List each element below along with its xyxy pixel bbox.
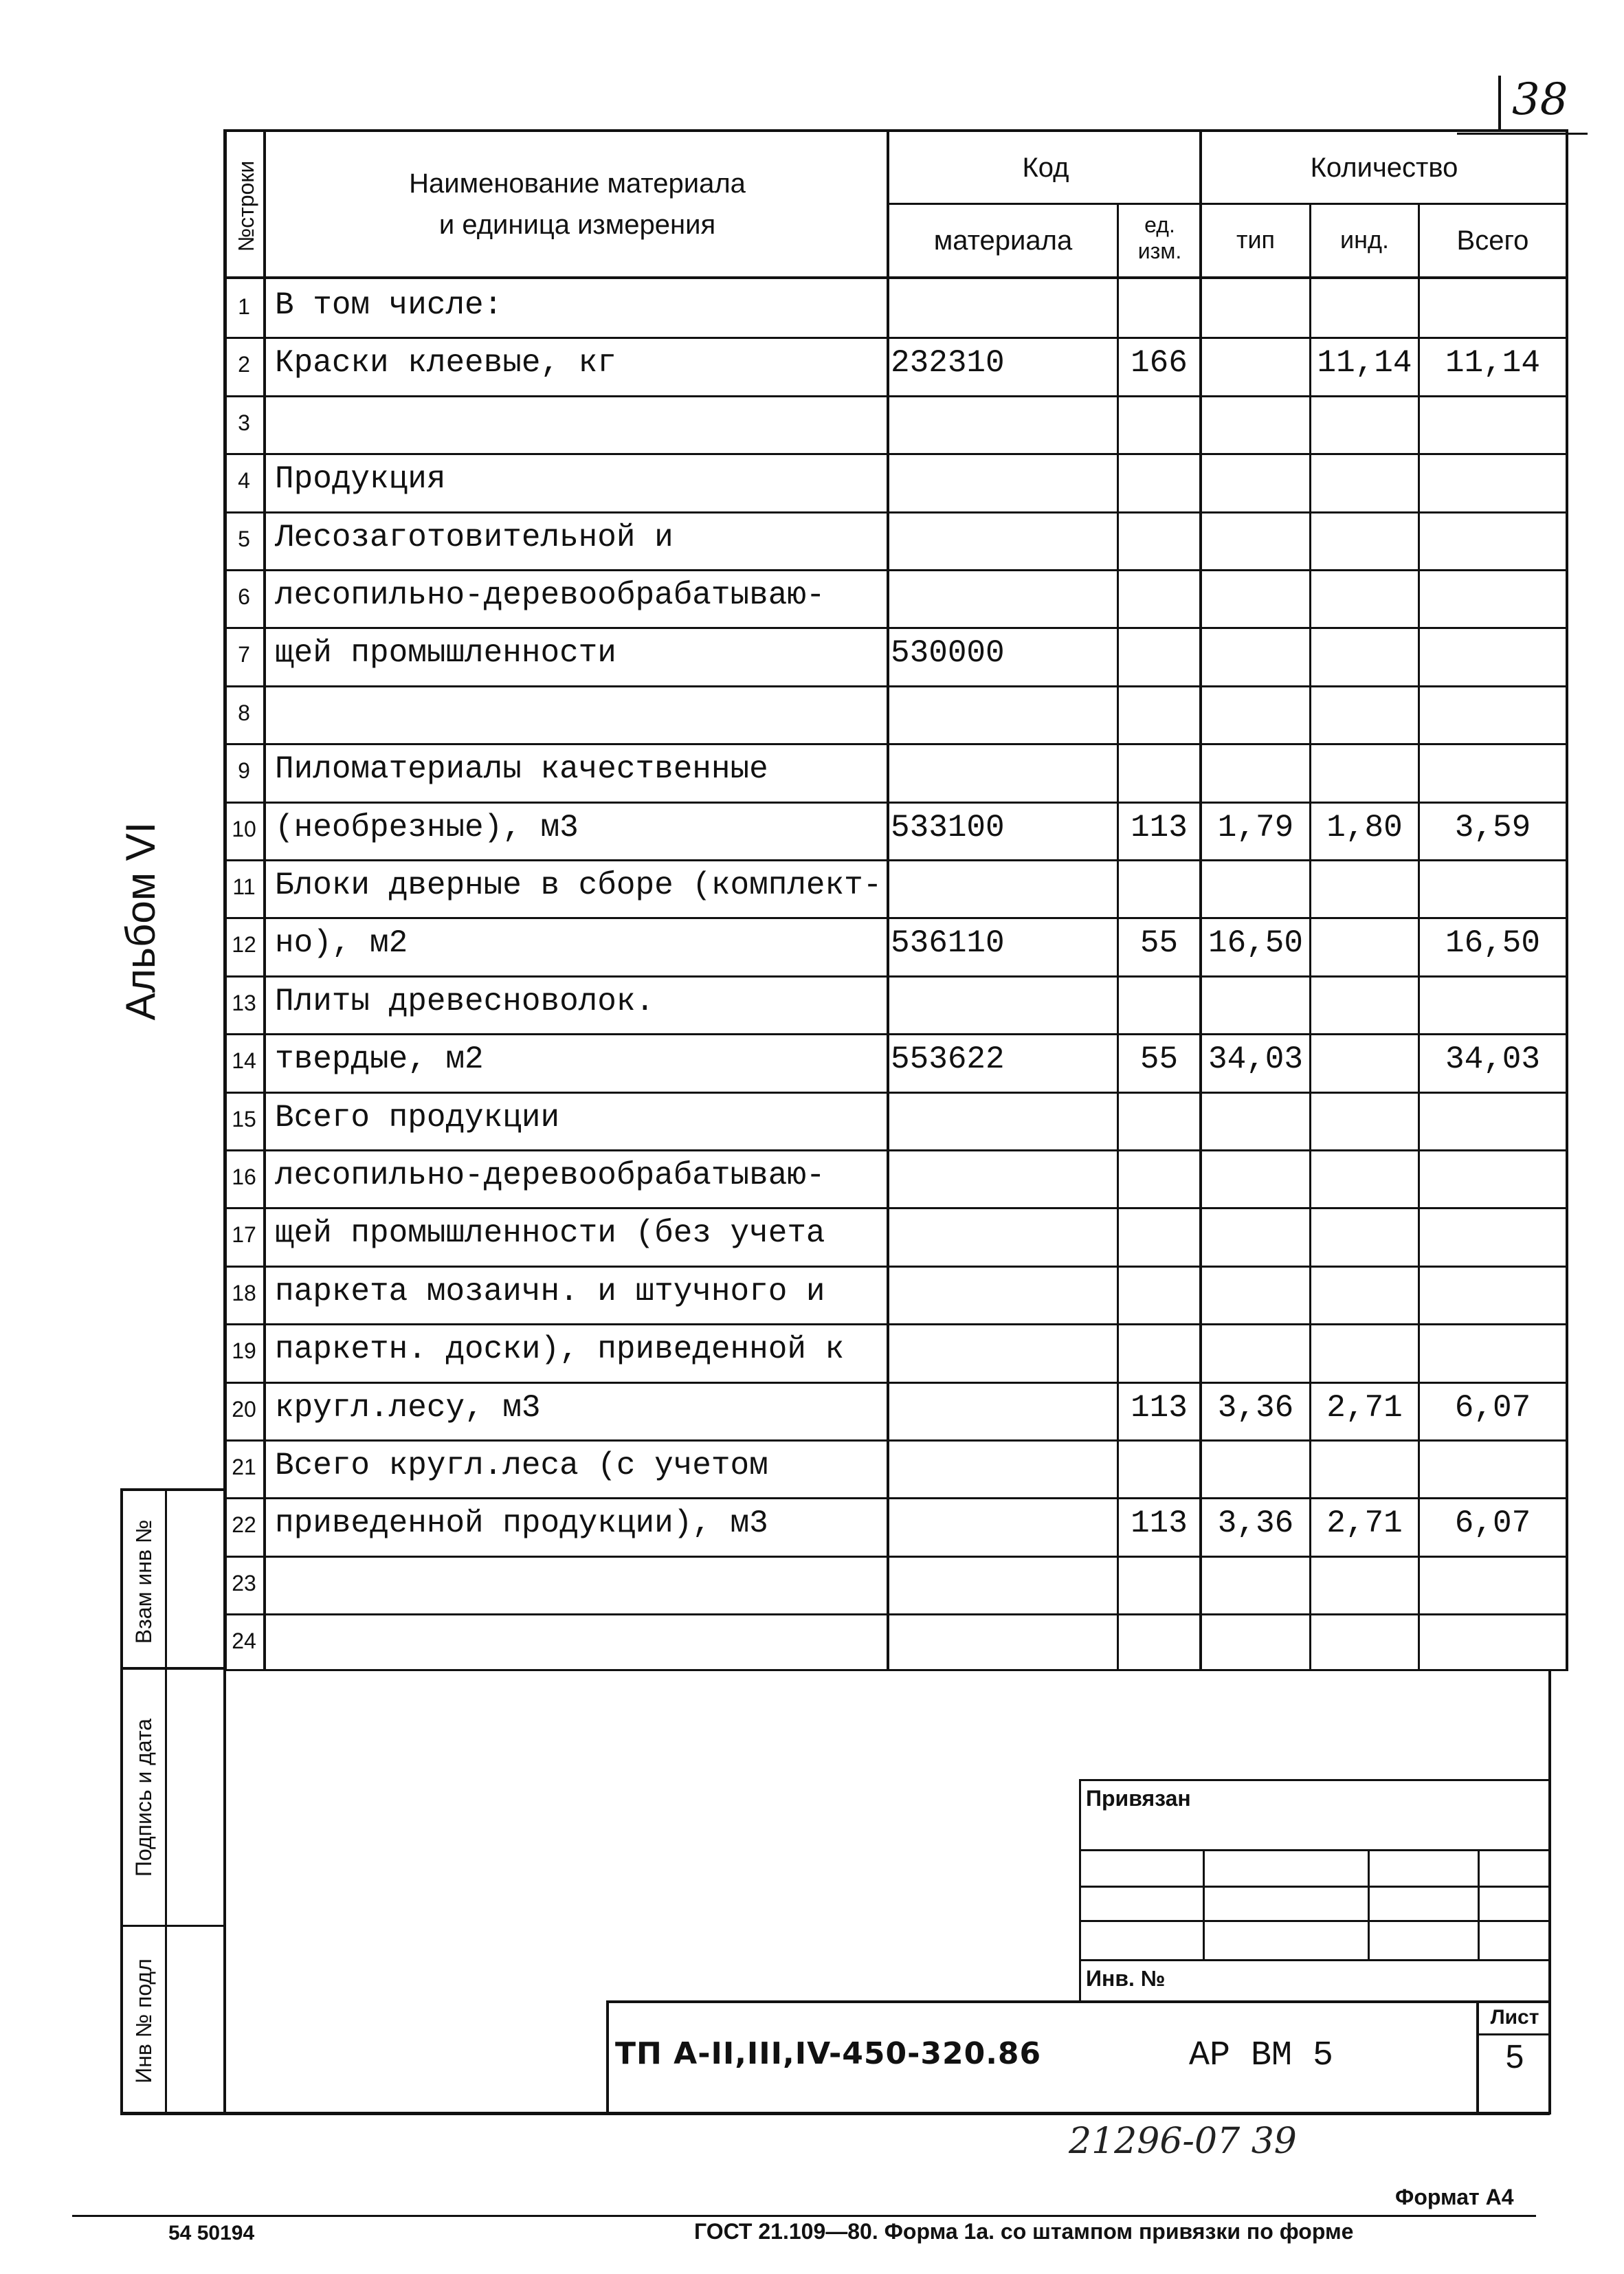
row-divider (223, 1092, 1568, 1094)
row-unit: 113 (1131, 1390, 1188, 1426)
row-divider (223, 859, 1568, 861)
row-number: 9 (238, 758, 250, 783)
row-number: 1 (238, 294, 250, 319)
row-number: 2 (238, 352, 250, 377)
row-divider (223, 395, 1568, 397)
row-code: 536110 (891, 925, 1005, 961)
row-number: 12 (232, 932, 256, 957)
row-unit: 113 (1131, 1505, 1188, 1541)
row-divider (223, 1149, 1568, 1151)
row-code: 530000 (891, 635, 1005, 671)
header-code-unit: ед. изм. (1137, 212, 1182, 263)
row-divider (223, 975, 1568, 978)
side-stamp-podpis: Подпись и дата (131, 1718, 156, 1877)
side-stamp-vzam: Взам инв № (131, 1519, 156, 1644)
header-qty-ind: инд. (1340, 225, 1389, 254)
row-divider (223, 1323, 1568, 1325)
row-divider (223, 1207, 1568, 1209)
row-name: Краски клеевые, кг (275, 345, 616, 381)
footer-left-code: 54 50194 (168, 2222, 255, 2244)
row-number: 8 (238, 700, 250, 725)
row-name: приведенной продукции), м3 (275, 1505, 768, 1541)
row-qty-total: 6,07 (1454, 1390, 1531, 1426)
row-name: паркетн. доски), приведенной к (275, 1332, 845, 1367)
row-number: 10 (232, 817, 256, 841)
footer-format: Формат А4 (1395, 2185, 1514, 2209)
row-divider (223, 1033, 1568, 1035)
row-divider (223, 337, 1568, 339)
row-unit: 55 (1139, 925, 1179, 961)
row-number: 19 (232, 1338, 256, 1363)
row-number: 22 (232, 1512, 256, 1537)
row-number: 14 (232, 1048, 256, 1073)
row-divider (223, 453, 1568, 455)
row-number: 15 (232, 1107, 256, 1132)
row-name: но), м2 (275, 925, 408, 961)
row-qty-typ: 3,36 (1217, 1390, 1294, 1426)
row-divider (223, 743, 1568, 745)
row-number: 23 (232, 1571, 256, 1596)
row-divider (223, 627, 1568, 629)
header-quantity: Количество (1310, 153, 1458, 183)
row-number: 6 (238, 584, 250, 609)
row-unit: 55 (1139, 1041, 1179, 1077)
row-divider (223, 569, 1568, 571)
album-label: Альбом VI (118, 821, 164, 1021)
row-name: щей промышленности (275, 635, 616, 671)
row-divider (223, 511, 1568, 514)
header-name-line2: и единица измерения (438, 210, 716, 240)
row-name: кругл.лесу, м3 (275, 1390, 541, 1426)
stamp-inv-no: Инв. № (1086, 1966, 1166, 1991)
row-number: 16 (232, 1164, 256, 1189)
row-name: твердые, м2 (275, 1041, 484, 1077)
header-code-material: материала (933, 225, 1073, 256)
row-divider (223, 1497, 1568, 1499)
row-number: 17 (232, 1222, 256, 1247)
stamp-list-value: 5 (1505, 2039, 1524, 2075)
row-name: лесопильно-деревообрабатываю- (275, 577, 825, 613)
row-qty-total: 11,14 (1445, 345, 1541, 381)
stamp-privyazan: Привязан (1086, 1786, 1191, 1811)
footer-line (72, 2215, 1536, 2217)
stamp-list-label: Лист (1490, 2006, 1539, 2029)
row-divider (223, 802, 1568, 804)
row-name: (необрезные), м3 (275, 810, 579, 846)
row-name: Лесозаготовительной и (275, 520, 674, 555)
row-name: Плиты древесноволок. (275, 984, 655, 1019)
row-qty-total: 6,07 (1454, 1505, 1531, 1541)
row-number: 21 (232, 1455, 256, 1479)
row-name: Всего кругл.леса (с учетом (275, 1448, 768, 1483)
header-code: Код (1022, 153, 1069, 183)
row-divider (223, 1613, 1568, 1615)
stamp-code: АР ВМ 5 (1189, 2036, 1334, 2075)
row-number: 4 (238, 468, 250, 493)
row-qty-typ: 34,03 (1208, 1041, 1304, 1077)
row-number: 5 (238, 527, 250, 551)
row-qty-typ: 16,50 (1208, 925, 1304, 961)
row-qty-ind: 1,80 (1326, 810, 1403, 846)
row-number: 7 (238, 642, 250, 667)
header-name-line1: Наименование материала (409, 168, 746, 199)
row-qty-total: 3,59 (1454, 810, 1531, 846)
row-divider (223, 685, 1568, 687)
row-number: 11 (232, 874, 256, 899)
header-qty-typ: тип (1236, 225, 1276, 254)
row-number: 24 (232, 1629, 256, 1653)
header-row-no: №строки (234, 160, 258, 252)
row-code: 232310 (891, 345, 1005, 381)
row-qty-ind: 2,71 (1326, 1390, 1403, 1426)
row-qty-ind: 2,71 (1326, 1505, 1403, 1541)
row-qty-typ: 3,36 (1217, 1505, 1294, 1541)
row-name: Всего продукции (275, 1100, 560, 1136)
footer-gost: ГОСТ 21.109—80. Форма 1а. со штампом привязки по форме (694, 2219, 1354, 2244)
row-name: Продукция (275, 461, 446, 497)
row-name: паркета мозаичн. и штучного и (275, 1274, 825, 1310)
sheet-number-top: 38 (1512, 74, 1568, 125)
row-number: 13 (232, 991, 256, 1015)
row-code: 533100 (891, 810, 1005, 846)
row-qty-ind: 11,14 (1317, 345, 1412, 381)
side-stamp-inv-podl: Инв № подл (131, 1958, 156, 2084)
stamp-designation: ТП А-II,III,IV-450-320.86 (615, 2036, 1042, 2071)
row-divider (223, 1382, 1568, 1384)
row-divider (223, 1266, 1568, 1268)
row-code: 553622 (891, 1041, 1005, 1077)
row-divider (223, 1556, 1568, 1558)
row-name: лесопильно-деревообрабатываю- (275, 1158, 825, 1193)
row-qty-total: 16,50 (1445, 925, 1541, 961)
corner-tick (1498, 76, 1501, 131)
row-qty-typ: 1,79 (1217, 810, 1294, 846)
row-number: 20 (232, 1397, 256, 1422)
row-unit: 113 (1131, 810, 1188, 846)
row-name: Пиломатериалы качественные (275, 751, 768, 787)
row-divider (223, 1439, 1568, 1442)
row-name: Блоки дверные в сборе (комплект- (275, 868, 882, 903)
handwritten-note: 21296-07 39 (1069, 2121, 1297, 2162)
row-unit: 166 (1131, 345, 1188, 381)
row-divider (223, 917, 1568, 919)
row-qty-total: 34,03 (1445, 1041, 1541, 1077)
header-qty-total: Всего (1456, 225, 1529, 256)
row-name: щей промышленности (без учета (275, 1215, 825, 1251)
row-number: 18 (232, 1281, 256, 1305)
row-number: 3 (238, 410, 250, 435)
row-name: В том числе: (275, 287, 503, 323)
